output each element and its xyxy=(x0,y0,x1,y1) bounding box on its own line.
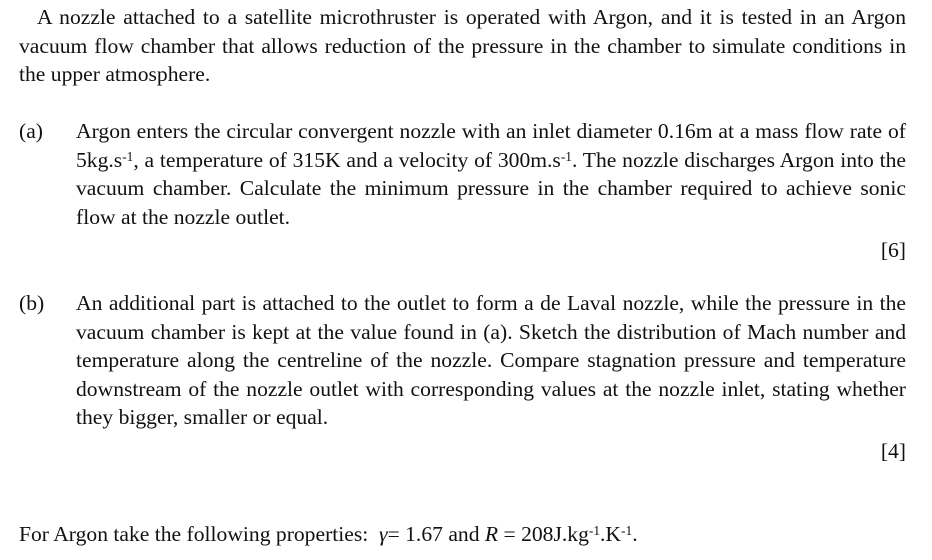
gamma-value: = 1.67 and xyxy=(387,522,485,546)
question-b-text: An additional part is attached to the outlet to form a de Laval nozzle, while the pressure in the vacuum chamber is kept at the value found in (a). Sketch the distribution of Mach number and temperature along the centreline of the nozzle. Compare stagnation pressure and temperature downstream of the nozzle outlet with corresponding values at the nozzle inlet, stating whether they bigger, smaller or equal. xyxy=(76,291,906,430)
question-a xyxy=(19,117,906,265)
gamma-symbol: γ xyxy=(379,522,388,546)
question-a-marks: [6] xyxy=(880,238,906,263)
unit-exponent: -1 xyxy=(560,148,572,164)
question-b xyxy=(19,289,906,466)
question-a-text xyxy=(76,117,906,231)
r-value: = 208J.kg xyxy=(498,522,589,546)
r-symbol: R xyxy=(484,522,499,546)
question-b-marks: [4] xyxy=(880,438,906,463)
question-a-text-part-3: . The nozzle discharges Argon into the vacuum chamber. Calculate the minimum pressure in the chamber required to achieve sonic flow at the nozzle outlet. xyxy=(76,147,906,229)
properties-prefix: For Argon take the following properties: xyxy=(19,522,369,546)
question-b-label: (b) xyxy=(19,291,45,315)
unit-exponent: -1 xyxy=(621,522,633,538)
r-unit-end: . xyxy=(632,522,638,546)
unit-exponent: -1 xyxy=(588,522,601,538)
argon-properties-line xyxy=(19,520,906,549)
question-a-text-part-1: Argon enters the circular convergent nozzle with an inlet diameter 0.16m at a mass flow rate of 5kg.s xyxy=(76,119,906,172)
question-a-label: (a) xyxy=(19,119,43,143)
unit-exponent: -1 xyxy=(122,148,134,164)
intro-paragraph: A nozzle attached to a satellite microthruster is operated with Argon, and it is tested in an Argon vacuum flow chamber that allows reduction of the pressure in the chamber to simulate conditions in the upper atmosphere. xyxy=(19,5,906,87)
r-unit-mid: .K xyxy=(600,522,622,546)
question-a-text-part-2: , a temperature of 315K and a velocity of 300m.s xyxy=(133,147,561,172)
